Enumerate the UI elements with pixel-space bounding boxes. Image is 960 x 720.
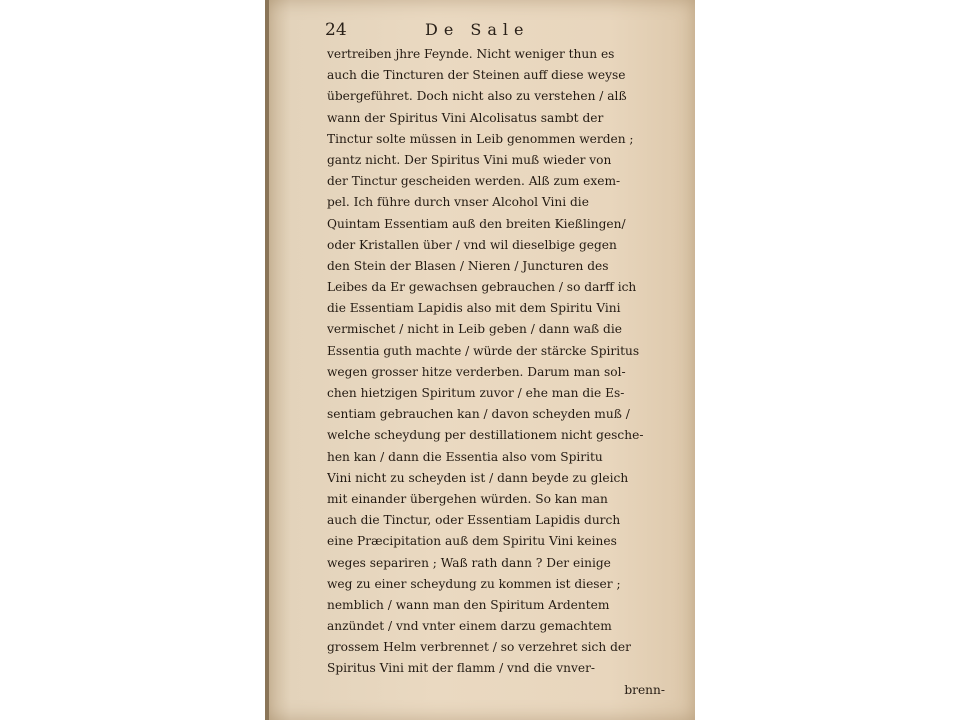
- text-line: grossem Helm verbrennet / so verzehret sich der: [327, 640, 631, 655]
- running-title: De Sale: [425, 20, 530, 39]
- text-line: der Tinctur gescheiden werden. Alß zum exem-: [327, 174, 621, 189]
- text-line: vermischet / nicht in Leib geben / dann waß die: [327, 322, 622, 337]
- text-line: Quintam Essentiam auß den breiten Kießlingen/: [327, 216, 626, 231]
- text-line: vertreiben jhre Feynde. Nicht weniger thun es: [327, 47, 615, 61]
- text-line: oder Kristallen über / vnd wil dieselbige gegen: [327, 237, 617, 252]
- text-line: welche scheydung per destillationem nicht gesche-: [327, 428, 644, 443]
- text-line: die Essentiam Lapidis also mit dem Spiritu Vini: [327, 301, 621, 316]
- catchword: brenn-: [624, 682, 665, 697]
- text-line: weges separiren ; Waß rath dann ? Der einige: [327, 555, 611, 570]
- text-line: hen kan / dann die Essentia also vom Spiritu: [327, 449, 603, 464]
- page-header: [325, 20, 635, 44]
- text-line: wann der Spiritus Vini Alcolisatus sambt der: [327, 110, 604, 125]
- text-line: Tinctur solte müssen in Leib genommen werden ;: [327, 131, 634, 146]
- text-line: sentiam gebrauchen kan / davon scheyden muß /: [327, 407, 630, 422]
- text-line: auch die Tinctur, oder Essentiam Lapidis durch: [327, 513, 621, 528]
- body-text: [327, 44, 665, 701]
- text-line: Spiritus Vini mit der flamm / vnd die vnver-: [327, 661, 596, 676]
- book-page: [265, 0, 695, 720]
- text-line: chen hietzigen Spiritum zuvor / ehe man die Es-: [327, 386, 625, 400]
- page-spine-edge: [265, 0, 269, 720]
- text-line: pel. Ich führe durch vnser Alcohol Vini die: [327, 195, 589, 210]
- text-line: eine Præcipitation auß dem Spiritu Vini keines: [327, 534, 617, 549]
- page-number: 24: [325, 20, 347, 40]
- text-line: Essentia guth machte / würde der stärcke Spiritus: [327, 343, 640, 358]
- text-line: wegen grosser hitze verderben. Darum man sol-: [327, 364, 626, 379]
- text-line: gantz nicht. Der Spiritus Vini muß wieder von: [327, 152, 612, 167]
- text-line: den Stein der Blasen / Nieren / Juncturen des: [327, 258, 609, 273]
- text-line: Vini nicht zu scheyden ist / dann beyde zu gleich: [327, 470, 629, 485]
- text-line: anzündet / vnd vnter einem darzu gemachtem: [327, 619, 612, 634]
- text-line: Leibes da Er gewachsen gebrauchen / so darff ich: [327, 280, 637, 295]
- text-line: nemblich / wann man den Spiritum Ardentem: [327, 597, 610, 612]
- text-line: übergeführet. Doch nicht also zu verstehen / alß: [327, 89, 627, 104]
- text-line: mit einander übergehen würden. So kan man: [327, 491, 608, 506]
- text-line: weg zu einer scheydung zu kommen ist dieser ;: [327, 576, 621, 591]
- text-line: auch die Tincturen der Steinen auff diese weyse: [327, 68, 626, 83]
